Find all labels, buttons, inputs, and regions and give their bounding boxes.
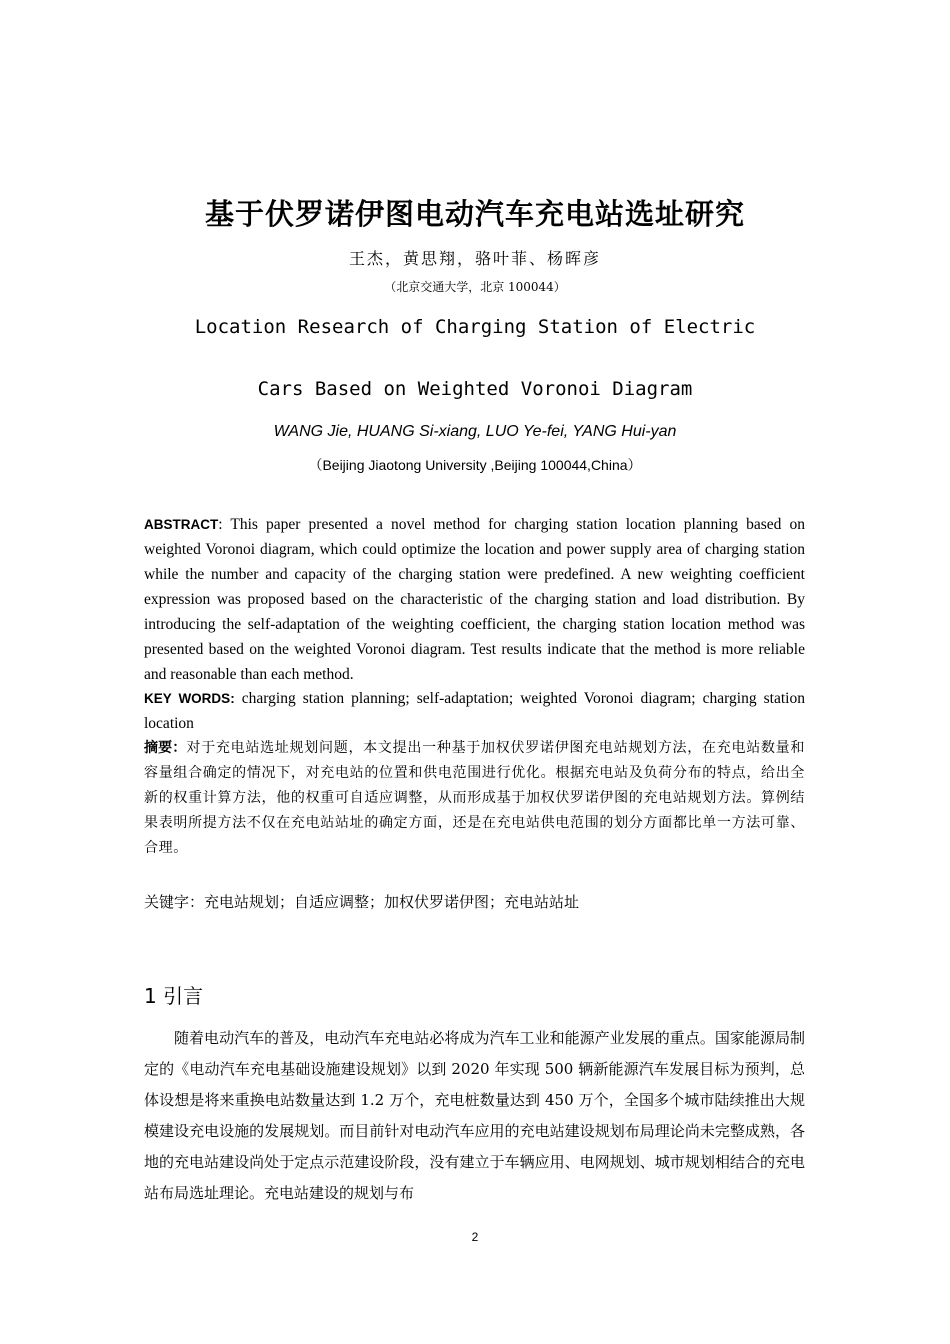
keywords-cn [144,890,805,915]
abstract-en [144,512,805,687]
body-paragraph: 随着电动汽车的普及，电动汽车充电站必将成为汽车工业和能源产业发展的重点。国家能源局制定的《电动汽车充电基础设施建设规划》以到 2020 年实现 500 辆新能源汽车发展目标为预判，总体设想是将来重换电站数量达到 1.2 万个，充电桩数量达到 450 万个，全国多个城市陆续推出大规模建设充电设施的发展规划。而目前针对电动汽车应用的充电站建设规划布局理论尚未完整成熟，各地的充电站建设尚处于定点示范建设阶段，没有建立于车辆应用、电网规划、城市规划相结合的充电站布局选址理论。充电站建设的规划与布 [144,1029,805,1202]
abstract-cn [144,736,805,861]
paper-title-cn: 基于伏罗诺伊图电动汽车充电站选址研究 [204,197,745,231]
abstract-label: ABSTRACT [144,517,219,532]
keywords-label: KEY WORDS: [144,691,235,706]
page-number: 2 [471,1230,479,1244]
authors-en: WANG Jie, HUANG Si-xiang, LUO Ye-fei, YANG Hui-yan [273,423,677,440]
abstract-text: : This paper presented a novel method for charging station location planning based on weighted Voronoi diagram, which could optimize the location and power supply area of charging station while the number and capacity of the charging station were predefined. A new weighting coefficient expression was proposed based on the characteristic of the charging station and load distribution. By introducing the self-adaptation of the weighting coefficient, the charging station location method was presented based on the weighted Voronoi diagram. Test results indicate that the method is more reliable and reasonable than each method. [144,516,805,683]
keywords-en [144,686,805,736]
authors-cn: 王杰，黄思翔，骆叶菲、杨晖彦 [348,249,601,268]
keywords-text: charging station planning; self-adaptation; weighted Voronoi diagram; charging station location [144,690,805,732]
section-heading: 1 引言 [144,984,204,1008]
abstract-cn-label: 摘要： [144,740,187,756]
paper-title-en-line2: Cars Based on Weighted Voronoi Diagram [257,378,693,400]
affiliation-en: （Beijing Jiaotong University ,Beijing 100044,China） [308,457,642,473]
affiliation-cn: （北京交通大学，北京 100044） [384,280,566,294]
paper-title-en-line1: Location Research of Charging Station of Electric [194,316,756,338]
abstract-cn-text: 对于充电站选址规划问题，本文提出一种基于加权伏罗诺伊图充电站规划方法，在充电站数量和容量组合确定的情况下，对充电站的位置和供电范围进行优化。根据充电站及负荷分布的特点，给出全新的权重计算方法，他的权重可自适应调整，从而形成基于加权伏罗诺伊图的充电站规划方法。算例结果表明所提方法不仅在充电站站址的确定方面，还是在充电站供电范围的划分方面都比单一方法可靠、合理。 [144,740,806,856]
keywords-cn-text: 充电站规划；自适应调整；加权伏罗诺伊图；充电站站址 [204,893,580,911]
keywords-cn-label: 关键字： [144,893,205,911]
